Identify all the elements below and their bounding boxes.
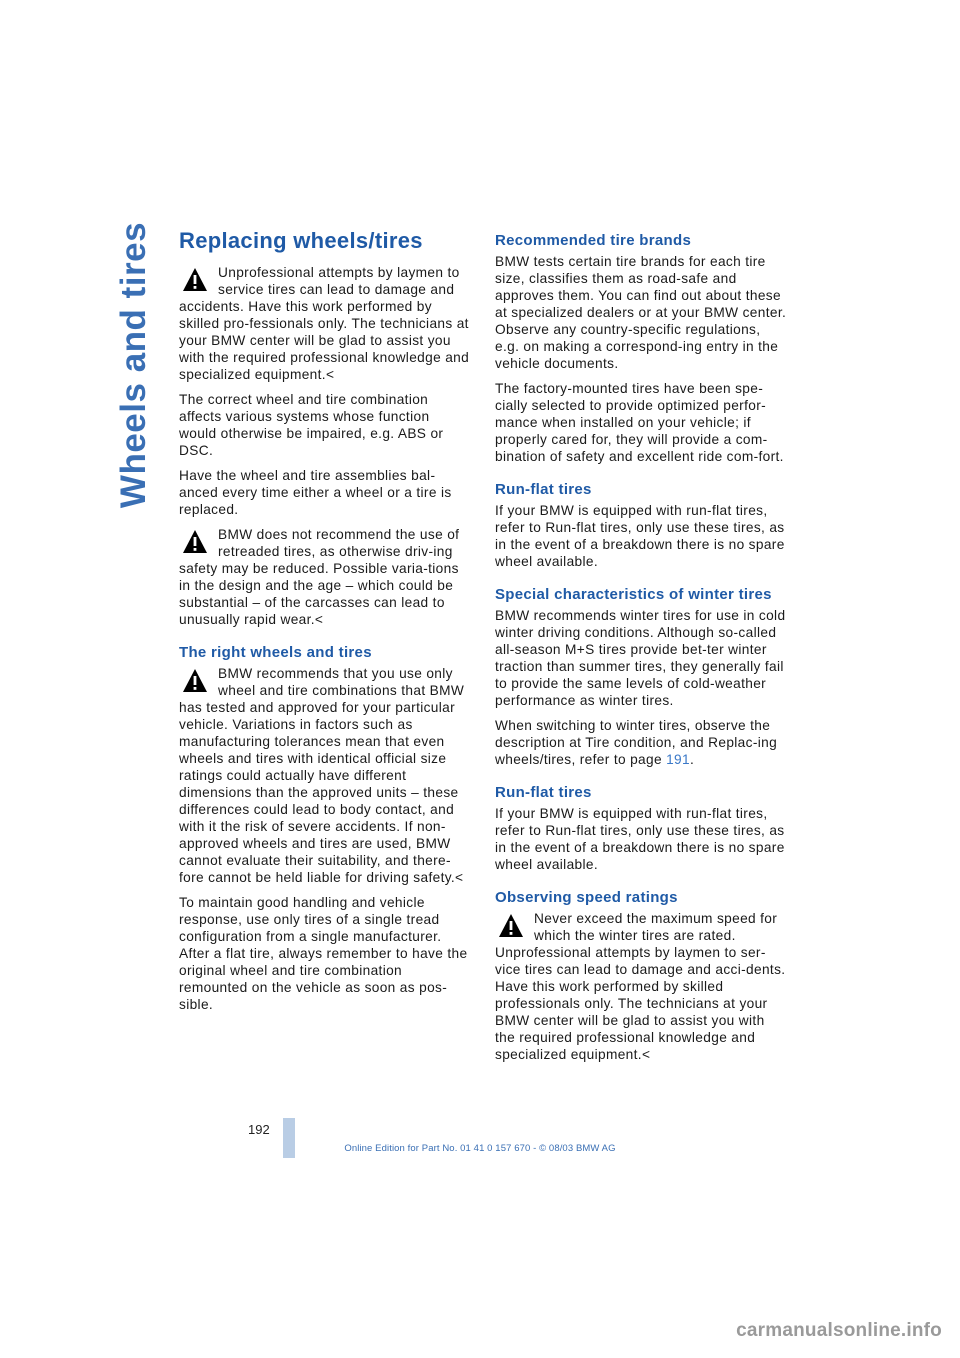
watermark: carmanualsonline.info xyxy=(736,1320,942,1341)
footer-edition-note: Online Edition for Part No. 01 41 0 157 670 - © 08/03 BMW AG xyxy=(344,1143,616,1154)
paragraph-text: When switching to winter tires, observe the description at Tire condition, and Replac-ing wheels/tires, refer to page xyxy=(495,718,778,767)
paragraph: The factory-mounted tires have been spe-cially selected to provide optimized perfor-mance when installed on your vehicle; if properly cared for, they will provide a com-bination of safety and excellent ride com-fort. xyxy=(495,381,784,464)
warning-text: Never exceed the maximum speed for which the winter tires are rated. Unprofessional attempts by laymen to ser-vice tires can lead to damage and acci-dents. Have this work performed by skilled professionals only. The technicians at your BMW center will be glad to assist you with the required professional knowledge and specialized equipment.< xyxy=(495,911,786,1062)
warning-text: BMW recommends that you use only wheel and tire combinations that BMW has tested and approved for your particular vehicle. Variations in factors such as manufacturing tolerances mean that even wheels and tires with identical official size ratings could actually have different dimensions than the approved units – these differences could lead to body contact, and with it the risk of severe accidents. If non-approved wheels and tires are used, BMW cannot evaluate their suitability, and there-fore cannot be held liable for driving safety.< xyxy=(179,666,465,885)
right-column xyxy=(495,232,787,1071)
paragraph-text: . xyxy=(689,752,695,767)
section-title-text: Wheels and tires xyxy=(114,221,154,509)
heading-replacing-wheels: Replacing wheels/tires xyxy=(179,228,423,253)
paragraph: To maintain good handling and vehicle response, use only tires of a single tread configuration from a single manufacturer. After a flat tire, always remember to have the original wheel and tire combination remounted on the vehicle as soon as pos-sible. xyxy=(179,895,468,1012)
section-side-title xyxy=(112,221,156,509)
heading-winter-tires: Special characteristics of winter tires xyxy=(495,586,772,603)
heading-right-wheels: The right wheels and tires xyxy=(179,644,372,661)
paragraph: If your BMW is equipped with run-flat tires, refer to Run-flat tires, only use these tires, as in the event of a breakdown there is no spare wheel available. xyxy=(495,806,785,872)
warning-text: Unprofessional attempts by laymen to service tires can lead to damage and accidents. Have this work performed by skilled pro-fessionals only. The technicians at your BMW center will be glad to assist you with the required professional knowledge and specialized equipment.< xyxy=(179,265,470,382)
paragraph: BMW recommends winter tires for use in cold winter driving conditions. Although so-called all-season M+S tires provide bet-ter winter traction than summer tires, they generally fail to provide the same levels of cold-weather performance as winter tires. xyxy=(495,608,786,708)
heading-speed-ratings: Observing speed ratings xyxy=(495,889,678,906)
warning-triangle-icon xyxy=(182,529,208,555)
warning-triangle-icon xyxy=(182,668,208,694)
paragraph: If your BMW is equipped with run-flat tires, refer to Run-flat tires, only use these tires, as in the event of a breakdown there is no spare wheel available. xyxy=(495,503,785,569)
warning-note xyxy=(179,264,471,383)
heading-run-flat-tires: Run-flat tires xyxy=(495,784,592,801)
page-reference-link[interactable]: 191 xyxy=(666,752,690,767)
warning-note xyxy=(179,665,471,886)
warning-text: BMW does not recommend the use of retreaded tires, as otherwise driv-ing safety may be reduced. Possible varia-tions in the design and the age – which could be substantial – of the carcasses can lead to unusually rapid wear.< xyxy=(179,527,460,627)
page-margin-bar xyxy=(283,1118,295,1158)
warning-triangle-icon xyxy=(182,267,208,293)
paragraph: The correct wheel and tire combination affects various systems whose function would otherwise be impaired, e.g. ABS or DSC. xyxy=(179,392,444,458)
page-number: 192 xyxy=(248,1122,270,1137)
heading-run-flat-tires: Run-flat tires xyxy=(495,481,592,498)
warning-note xyxy=(179,526,471,628)
heading-recommended-brands: Recommended tire brands xyxy=(495,232,692,249)
paragraph: Have the wheel and tire assemblies bal-anced every time either a wheel or a tire is replaced. xyxy=(179,468,452,517)
paragraph: BMW tests certain tire brands for each tire size, classifies them as road-safe and approves them. You can find out about these at specialized dealers or at your BMW center. Observe any country-specific regulations, e.g. on making a correspond-ing entry in the vehicle documents. xyxy=(495,254,787,371)
warning-note xyxy=(495,910,787,1063)
left-column xyxy=(179,226,471,1021)
paragraph xyxy=(495,717,787,768)
warning-triangle-icon xyxy=(498,913,524,939)
